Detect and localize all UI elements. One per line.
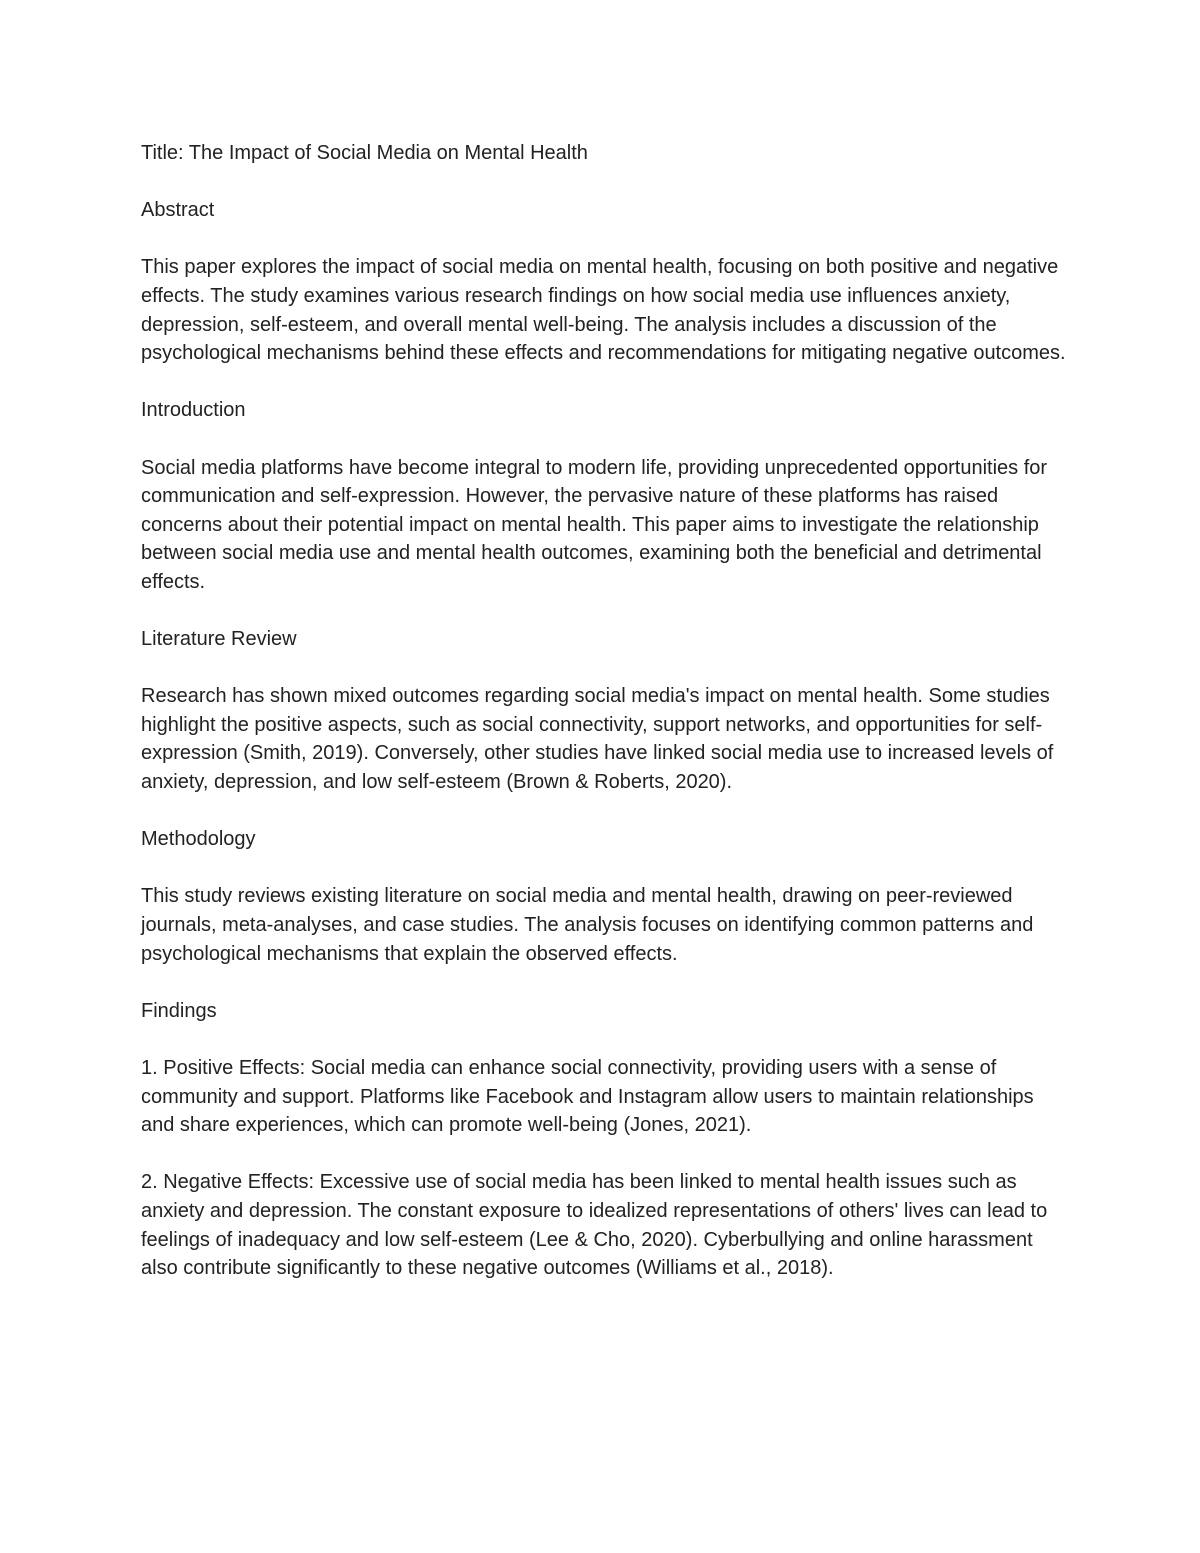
methodology-paragraph: This study reviews existing literature on social media and mental health, drawing on peer-reviewed journals, meta-analyses, and case studies. The analysis focuses on identifying common patterns and psychological mechanisms that explain the observed effects. bbox=[141, 885, 1034, 965]
document-title: Title: The Impact of Social Media on Mental Health bbox=[141, 142, 588, 164]
abstract-heading: Abstract bbox=[141, 199, 215, 222]
findings-item-negative: 2. Negative Effects: Excessive use of social media has been linked to mental health issues such as anxiety and depression. The constant exposure to idealized representations of others' lives can lead to feelings of inadequacy and low self-esteem (Lee & Cho, 2020). Cyberbullying and online harassment also contribute significantly to these negative outcomes (Williams et al., 2018). bbox=[141, 1171, 1048, 1280]
methodology-heading: Methodology bbox=[141, 828, 256, 851]
abstract-paragraph: This paper explores the impact of social media on mental health, focusing on both positive and negative effects. The study examines various research findings on how social media use influences anxiety, depression, self-esteem, and overall mental well-being. The analysis includes a discussion of the psychological mechanisms behind these effects and recommendations for mitigating negative outcomes. bbox=[141, 256, 1066, 365]
findings-heading: Findings bbox=[141, 999, 217, 1022]
introduction-heading: Introduction bbox=[141, 399, 246, 422]
document-body bbox=[141, 139, 1066, 1283]
literature-review-paragraph: Research has shown mixed outcomes regarding social media's impact on mental health. Some studies highlight the positive aspects, such as social connectivity, support networks, and opportunities for self-expression (Smith, 2019). Conversely, other studies have linked social media use to increased levels of anxiety, depression, and low self-esteem (Brown & Roberts, 2020). bbox=[141, 685, 1054, 794]
introduction-paragraph: Social media platforms have become integral to modern life, providing unprecedented opportunities for communication and self-expression. However, the pervasive nature of these platforms has raised concerns about their potential impact on mental health. This paper aims to investigate the relationship between social media use and mental health outcomes, examining both the beneficial and detrimental effects. bbox=[141, 456, 1048, 593]
findings-item-positive: 1. Positive Effects: Social media can enhance social connectivity, providing users with a sense of community and support. Platforms like Facebook and Instagram allow users to maintain relationships and share experiences, which can promote well-being (Jones, 2021). bbox=[141, 1057, 1034, 1137]
literature-review-heading: Literature Review bbox=[141, 628, 297, 651]
